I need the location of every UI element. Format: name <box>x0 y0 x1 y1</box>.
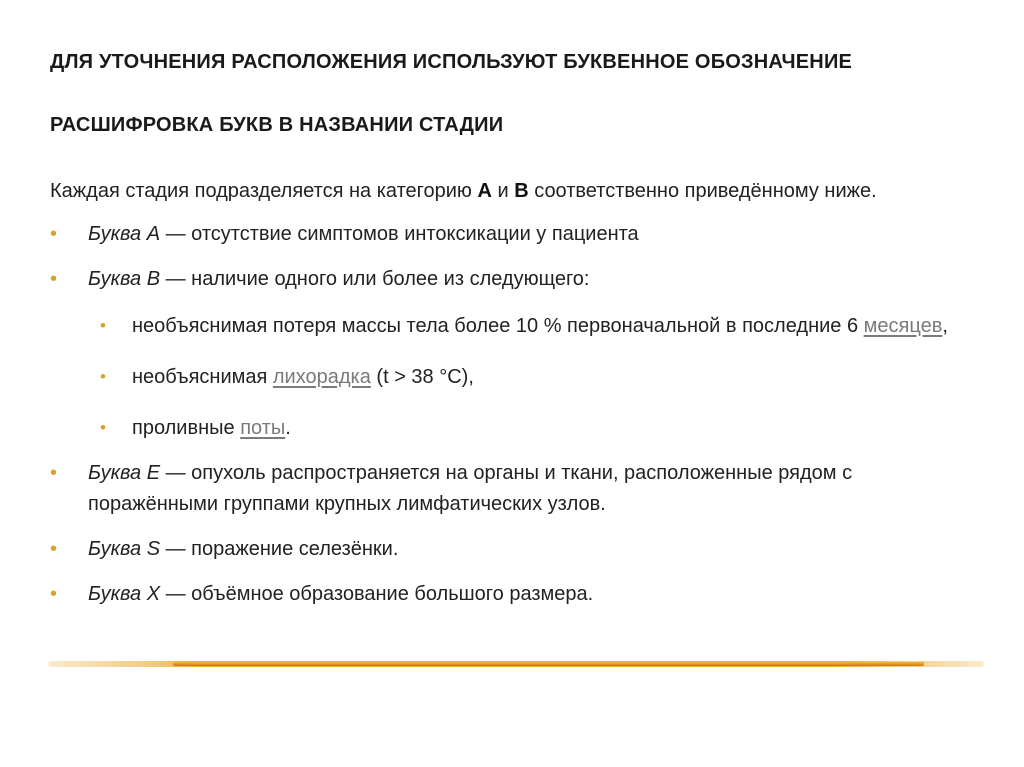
intro-text-before: Каждая стадия подразделяется на категорию <box>50 180 478 202</box>
link-fever[interactable]: лихорадка <box>272 366 371 388</box>
bullet-icon: • <box>50 268 58 290</box>
list-item-letter-b <box>50 264 950 444</box>
sub-item-text-after: . <box>285 417 291 439</box>
category-a: A <box>477 180 492 202</box>
sub-item-text: проливные <box>132 417 241 439</box>
letter-list <box>50 219 950 610</box>
term-description: — отсутствие симптомов интоксикации у пациента <box>160 223 639 245</box>
content-area <box>50 176 950 624</box>
bullet-icon: • <box>50 223 58 245</box>
sub-item-weight-loss <box>88 311 950 342</box>
term-letter: Буква X <box>88 583 161 605</box>
list-item-letter-s <box>50 534 950 565</box>
term-letter: Буква A <box>88 223 161 245</box>
link-months[interactable]: месяцев <box>863 315 943 337</box>
list-item-letter-a <box>50 219 950 250</box>
link-sweats[interactable]: поты <box>240 417 286 439</box>
divider-core <box>173 662 924 666</box>
sub-list <box>88 311 950 444</box>
term-description: — поражение селезёнки. <box>160 538 399 560</box>
intro-text-after: соответственно приведённому ниже. <box>528 180 877 202</box>
term-letter: Буква E <box>88 462 161 484</box>
intro-paragraph <box>50 176 950 207</box>
term-letter: Буква B <box>88 268 161 290</box>
sub-item-sweats <box>88 413 950 444</box>
term-letter: Буква S <box>88 538 161 560</box>
sub-item-text: необъяснимая <box>132 366 273 388</box>
term-description: — наличие одного или более из следующего: <box>160 268 590 290</box>
intro-text-mid: и <box>491 180 515 202</box>
sub-bullet-icon: • <box>100 418 106 437</box>
sub-item-text: необъяснимая потеря массы тела более 10 % первоначальной в последние 6 <box>132 315 864 337</box>
term-description: — опухоль распространяется на органы и ткани, расположенные рядом с поражёнными группами крупных лимфатических узлов. <box>88 462 853 515</box>
sub-item-text-after: , <box>942 315 948 337</box>
subtitle-heading: РАСШИФРОВКА БУКВ В НАЗВАНИИ СТАДИИ <box>50 114 504 136</box>
title-heading: ДЛЯ УТОЧНЕНИЯ РАСПОЛОЖЕНИЯ ИСПОЛЬЗУЮТ БУКВЕННОЕ ОБОЗНАЧЕНИЕ <box>50 51 853 73</box>
sub-bullet-icon: • <box>100 316 106 335</box>
category-b: B <box>514 180 529 202</box>
sub-item-fever <box>88 362 950 393</box>
list-item-letter-e <box>50 458 950 520</box>
decorative-divider <box>48 659 984 669</box>
sub-bullet-icon: • <box>100 367 106 386</box>
bullet-icon: • <box>50 538 58 560</box>
list-item-letter-x <box>50 579 950 610</box>
term-description: — объёмное образование большого размера. <box>160 583 594 605</box>
sub-item-text-after: (t > 38 °C), <box>370 366 474 388</box>
bullet-icon: • <box>50 462 58 484</box>
bullet-icon: • <box>50 583 58 605</box>
